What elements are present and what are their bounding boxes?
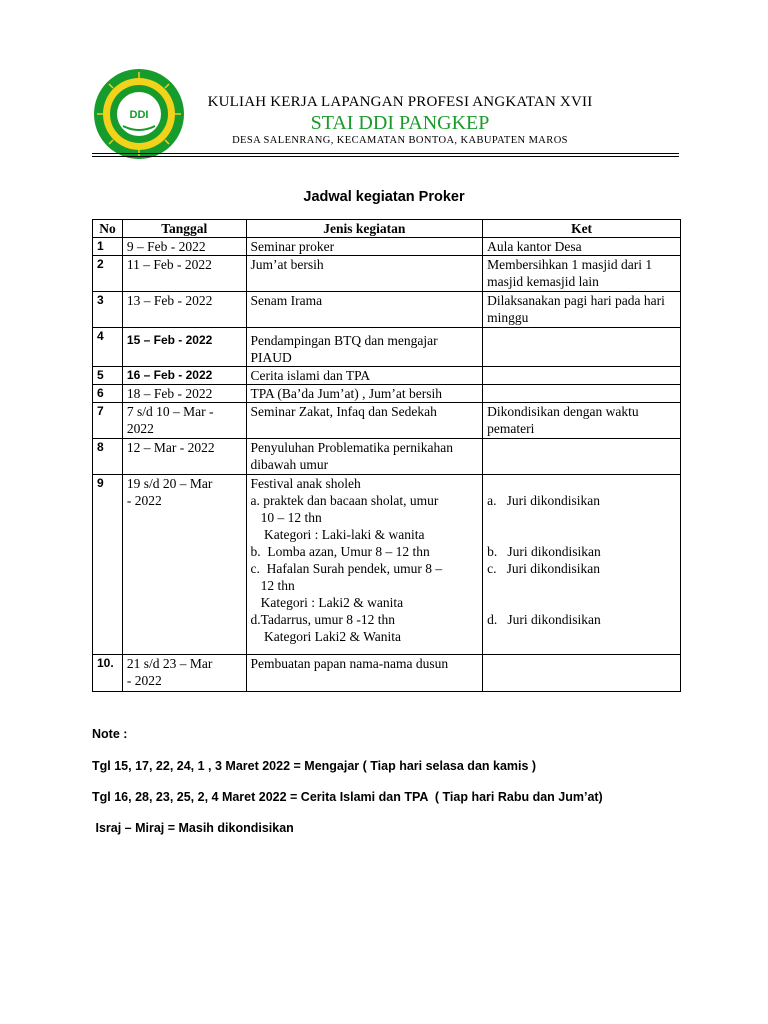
row-activity-line: Pembuatan papan nama-nama dusun	[250, 656, 449, 671]
row-ket-line: d. Juri dikondisikan	[487, 612, 601, 627]
row-activity-line: Pendampingan BTQ dan mengajar	[250, 333, 438, 348]
row-date-line: 13 – Feb - 2022	[126, 293, 213, 308]
row-number: 5	[93, 367, 123, 385]
row-activity-line: a. praktek dan bacaan sholat, umur	[250, 493, 439, 508]
row-date-line: 7 s/d 10 – Mar -	[126, 404, 214, 419]
row-ket-line: Dikondisikan dengan waktu	[487, 404, 639, 419]
table-row	[93, 292, 681, 328]
row-ket	[483, 403, 681, 439]
row-activity	[246, 403, 483, 439]
row-date-line: 15 – Feb - 2022	[126, 333, 213, 347]
row-date	[122, 328, 246, 367]
row-date-line: 18 – Feb - 2022	[126, 386, 213, 401]
row-number: 6	[93, 385, 123, 403]
note-line-2: Tgl 16, 28, 23, 25, 2, 4 Maret 2022 = Cerita Islami dan TPA ( Tiap hari Rabu dan Jum’at)	[92, 790, 603, 804]
row-ket-line: masjid kemasjid lain	[487, 274, 599, 289]
row-ket-line	[487, 475, 676, 492]
header-program: KULIAH KERJA LAPANGAN PROFESI ANGKATAN XVII	[207, 94, 593, 110]
col-header-no: No	[93, 220, 123, 238]
row-ket-line	[487, 628, 676, 645]
row-ket-line: Aula kantor Desa	[487, 239, 582, 254]
row-activity-line: b. Lomba azan, Umur 8 – 12 thn	[250, 544, 430, 559]
document-title: Jadwal kegiatan Proker	[303, 189, 465, 205]
row-ket	[483, 655, 681, 692]
logo-text: DDI	[129, 109, 149, 121]
note-heading: Note :	[92, 727, 128, 741]
row-activity	[246, 385, 483, 403]
row-ket	[483, 439, 681, 475]
row-activity	[246, 328, 483, 367]
row-date	[122, 439, 246, 475]
row-ket-line: minggu	[487, 310, 529, 325]
row-activity-line: 10 – 12 thn	[250, 510, 322, 525]
row-date-line: 16 – Feb - 2022	[126, 368, 213, 382]
row-date-line: - 2022	[126, 673, 162, 688]
row-date	[122, 292, 246, 328]
header-institution: STAI DDI PANGKEP	[310, 112, 490, 134]
row-activity-line: TPA (Ba’da Jum’at) , Jum’at bersih	[250, 386, 442, 401]
row-ket-line: a. Juri dikondisikan	[487, 493, 601, 508]
row-date	[122, 256, 246, 292]
table-row	[93, 367, 681, 385]
schedule-table	[92, 219, 681, 692]
row-ket	[483, 367, 681, 385]
col-header-activity: Jenis kegiatan	[246, 220, 483, 238]
row-date-line: 2022	[126, 421, 154, 436]
row-activity-line: Senam Irama	[250, 293, 323, 308]
row-number: 7	[93, 403, 123, 439]
row-activity-line: Kategori : Laki2 & wanita	[250, 595, 404, 610]
row-activity	[246, 238, 483, 256]
row-activity	[246, 367, 483, 385]
row-date-line: 19 s/d 20 – Mar	[126, 476, 213, 491]
row-activity-line: c. Hafalan Surah pendek, umur 8 –	[250, 561, 443, 576]
row-date-line: 11 – Feb - 2022	[126, 257, 212, 272]
row-activity	[246, 655, 483, 692]
row-ket	[483, 475, 681, 655]
row-ket-line: b. Juri dikondisikan	[487, 544, 601, 559]
row-number: 2	[93, 256, 123, 292]
row-ket-line: c. Juri dikondisikan	[487, 561, 601, 576]
row-date	[122, 367, 246, 385]
row-activity	[246, 256, 483, 292]
row-ket-line	[487, 594, 676, 611]
row-date	[122, 475, 246, 655]
row-date	[122, 403, 246, 439]
table-row	[93, 328, 681, 367]
row-activity-line: Penyuluhan Problematika pernikahan	[250, 440, 453, 455]
row-activity-line: Seminar proker	[250, 239, 335, 254]
ddi-logo-icon	[93, 68, 185, 160]
note-line-3: Israj – Miraj = Masih dikondisikan	[92, 821, 294, 835]
row-activity	[246, 439, 483, 475]
row-date-line: - 2022	[126, 493, 162, 508]
note-line-1: Tgl 15, 17, 22, 24, 1 , 3 Maret 2022 = Mengajar ( Tiap hari selasa dan kamis )	[92, 759, 537, 773]
row-number: 10.	[93, 655, 123, 692]
row-number: 8	[93, 439, 123, 475]
row-activity-line: Kategori : Laki-laki & wanita	[250, 527, 425, 542]
row-date-line: 12 – Mar - 2022	[126, 440, 215, 455]
row-date-line: 9 – Feb - 2022	[126, 239, 206, 254]
col-header-date: Tanggal	[122, 220, 246, 238]
table-row	[93, 385, 681, 403]
row-activity-line: Jum’at bersih	[250, 257, 324, 272]
row-ket	[483, 385, 681, 403]
col-header-ket: Ket	[483, 220, 681, 238]
row-ket-line: Dilaksanakan pagi hari pada hari	[487, 293, 665, 308]
row-activity-line: 12 thn	[250, 578, 295, 593]
row-number: 4	[93, 328, 123, 367]
row-ket-line	[487, 509, 676, 526]
row-number: 3	[93, 292, 123, 328]
row-number: 1	[93, 238, 123, 256]
row-activity-line: Festival anak sholeh	[250, 476, 361, 491]
row-activity-line: Kategori Laki2 & Wanita	[250, 629, 402, 644]
row-activity-line: PIAUD	[250, 350, 292, 365]
row-ket	[483, 256, 681, 292]
row-activity-line: Cerita islami dan TPA	[250, 368, 371, 383]
row-activity-line: Seminar Zakat, Infaq dan Sedekah	[250, 404, 437, 419]
table-row	[93, 403, 681, 439]
row-activity-line: d.Tadarrus, umur 8 -12 thn	[250, 612, 396, 627]
row-ket-line: Membersihkan 1 masjid dari 1	[487, 257, 653, 272]
row-activity	[246, 475, 483, 655]
row-activity-line: dibawah umur	[250, 457, 329, 472]
row-date	[122, 238, 246, 256]
row-date-line: 21 s/d 23 – Mar	[126, 656, 213, 671]
row-ket-line: pemateri	[487, 421, 535, 436]
table-row	[93, 439, 681, 475]
row-number: 9	[93, 475, 123, 655]
header-location: DESA SALENRANG, KECAMATAN BONTOA, KABUPATEN MAROS	[232, 135, 568, 146]
table-row	[93, 238, 681, 256]
row-date	[122, 655, 246, 692]
table-row	[93, 475, 681, 655]
row-ket-line	[487, 526, 676, 543]
row-ket	[483, 292, 681, 328]
table-row	[93, 655, 681, 692]
table-body	[93, 238, 681, 692]
row-ket	[483, 328, 681, 367]
row-date	[122, 385, 246, 403]
header-rule-bottom	[92, 156, 679, 157]
table-header-row	[93, 220, 681, 238]
header-rule-top	[92, 153, 679, 154]
row-ket	[483, 238, 681, 256]
table-row	[93, 256, 681, 292]
row-ket-line	[487, 577, 676, 594]
row-activity	[246, 292, 483, 328]
